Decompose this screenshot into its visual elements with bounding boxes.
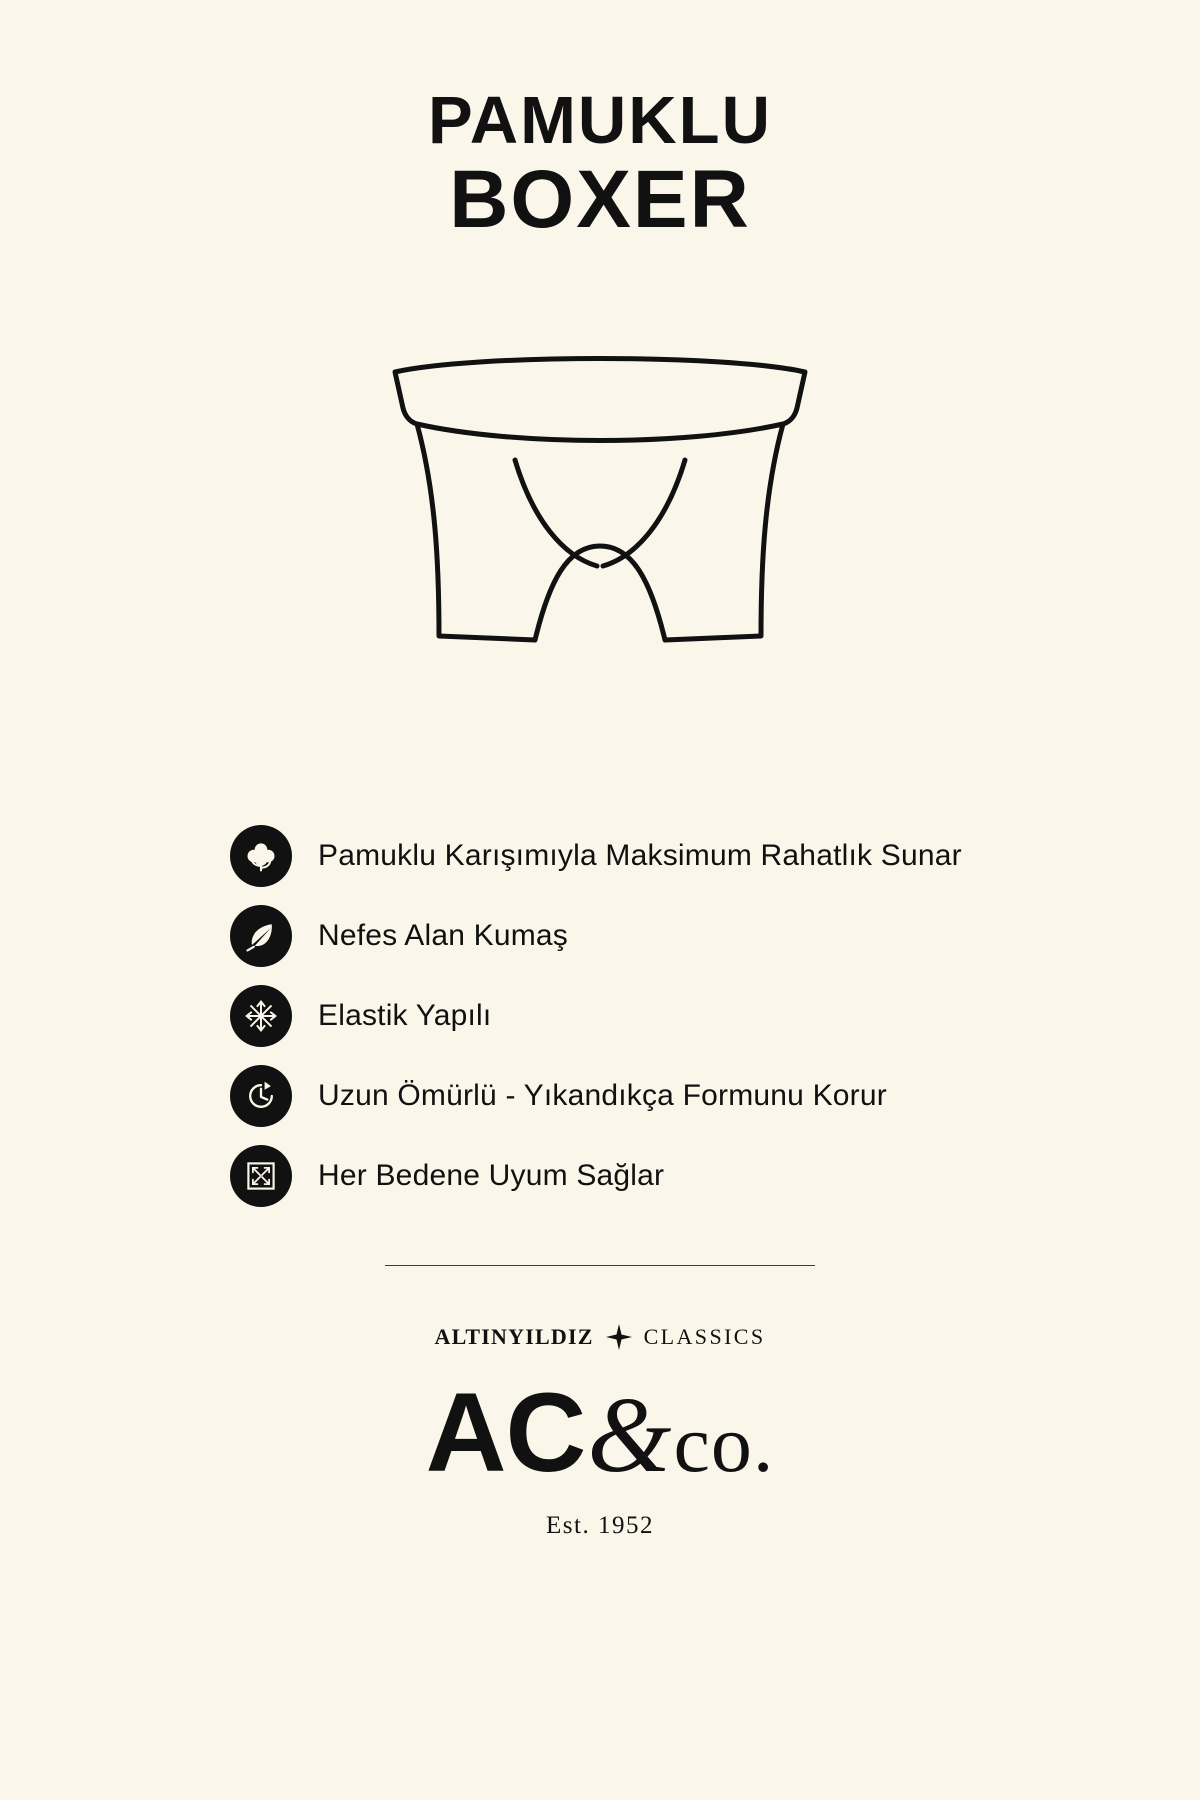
feature-label: Pamuklu Karışımıyla Maksimum Rahatlık Sunar [318, 839, 962, 873]
brand-classics-label: CLASSICS [643, 1324, 766, 1350]
brand-ac-text: AC [425, 1370, 586, 1496]
feature-label: Elastik Yapılı [318, 999, 492, 1033]
boxer-shorts-icon [365, 350, 835, 690]
list-item [230, 905, 1080, 967]
clock-refresh-icon [230, 1065, 292, 1127]
list-item [230, 1145, 1080, 1207]
brand-tagline [434, 1324, 765, 1350]
divider [385, 1265, 815, 1266]
list-item [230, 985, 1080, 1047]
brand-logo [426, 1324, 775, 1540]
feature-label: Her Bedene Uyum Sağlar [318, 1159, 665, 1193]
brand-established-label: Est. 1952 [546, 1512, 654, 1540]
cotton-flower-icon [230, 825, 292, 887]
feature-list [120, 825, 1080, 1207]
page-title [428, 83, 772, 245]
title-line-secondary: BOXER [449, 153, 751, 245]
list-item [230, 1065, 1080, 1127]
feather-icon [230, 905, 292, 967]
feature-label: Uzun Ömürlü - Yıkandıkça Formunu Korur [318, 1079, 887, 1113]
fit-expand-icon [230, 1145, 292, 1207]
brand-wordmark [426, 1368, 775, 1498]
brand-co-text: co. [673, 1398, 775, 1490]
stretch-arrows-icon [230, 985, 292, 1047]
brand-altinyildiz-label: ALTINYILDIZ [434, 1324, 594, 1350]
feature-label: Nefes Alan Kumaş [318, 919, 568, 953]
title-line-primary: PAMUKLU [428, 83, 772, 158]
list-item [230, 825, 1080, 887]
star-icon [606, 1324, 632, 1350]
brand-ampersand: & [587, 1376, 672, 1496]
